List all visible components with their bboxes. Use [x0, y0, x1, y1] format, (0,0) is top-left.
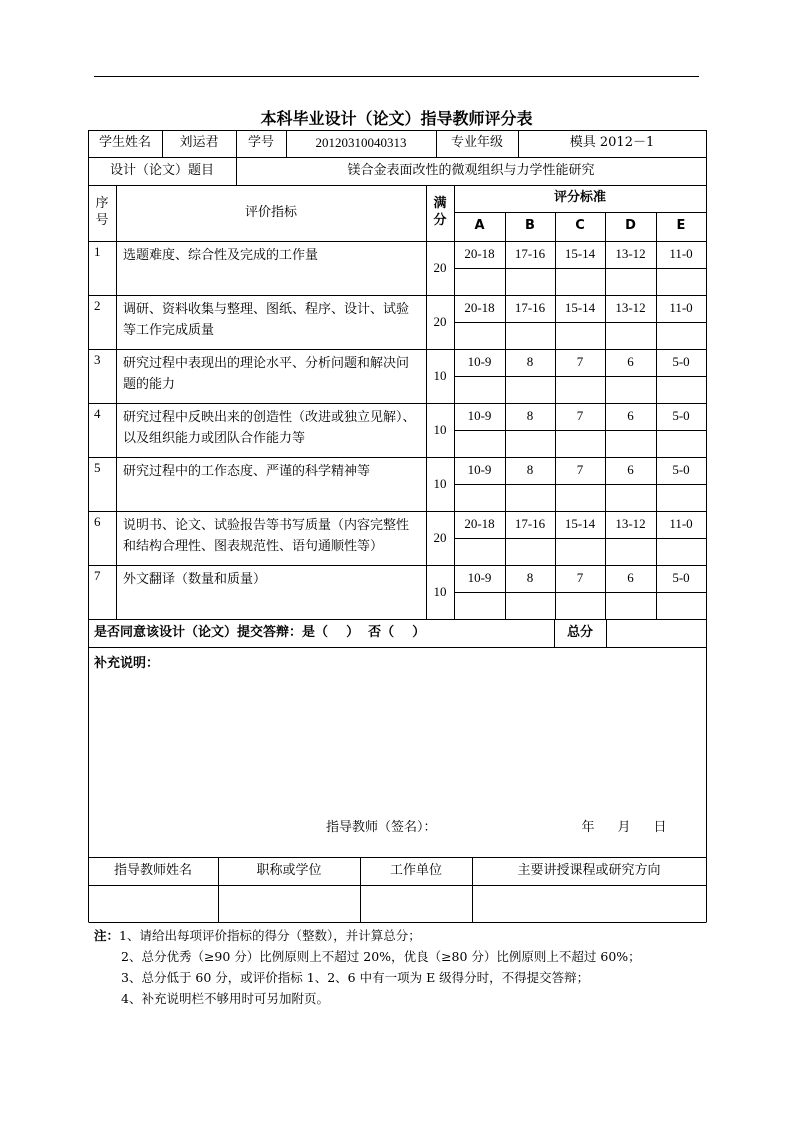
score-input[interactable]	[505, 430, 555, 457]
max-score: 10	[433, 367, 447, 383]
score-input[interactable]	[505, 322, 555, 349]
max-score: 10	[433, 421, 447, 437]
score-input[interactable]	[555, 538, 605, 565]
score-input[interactable]	[505, 268, 555, 295]
score-range: 11-0	[669, 299, 693, 315]
score-input[interactable]	[454, 592, 505, 619]
score-range: 5-0	[672, 353, 690, 369]
score-input[interactable]	[656, 430, 706, 457]
score-input[interactable]	[656, 538, 706, 565]
score-input[interactable]	[605, 484, 656, 511]
max-score: 10	[433, 583, 447, 599]
score-input[interactable]	[555, 430, 605, 457]
score-range: 10-9	[467, 461, 492, 477]
score-range: 20-18	[464, 515, 495, 531]
score-input[interactable]	[555, 376, 605, 403]
indicator-text: 研究过程中表现出的理论水平、分析问题和解决问题的能力	[123, 356, 410, 392]
note-4: 4、补充说明栏不够用时可另加附页。	[121, 991, 329, 1006]
score-range: 6	[627, 461, 634, 477]
score-input[interactable]	[605, 268, 656, 295]
note-3: 3、总分低于 60 分，或评价指标 1、2、6 中有一项为 E 级得分时，不得提交答辩；	[121, 970, 590, 985]
student-id-label: 学号	[247, 135, 274, 151]
indicator-text: 外文翻译（数量和质量）	[123, 572, 267, 587]
score-input[interactable]	[555, 484, 605, 511]
header-seq-text: 序号	[95, 196, 109, 228]
teacher-name-input[interactable]	[88, 885, 218, 922]
score-range: 17-16	[514, 515, 546, 531]
indicator-text: 选题难度、综合性及完成的工作量	[123, 248, 319, 263]
grade-header-b: B	[525, 218, 535, 234]
score-range: 7	[576, 569, 584, 585]
score-input[interactable]	[454, 322, 505, 349]
row-number: 4	[94, 406, 101, 421]
notes	[94, 925, 714, 1009]
score-range: 13-12	[615, 245, 646, 261]
major-value[interactable]: 模具 2012－1	[569, 135, 655, 151]
score-input[interactable]	[454, 376, 505, 403]
max-score: 20	[433, 529, 447, 545]
score-range: 6	[627, 407, 634, 423]
teacher-field-input[interactable]	[472, 885, 706, 922]
score-input[interactable]	[656, 268, 706, 295]
row-number: 5	[94, 460, 101, 475]
score-range: 15-14	[564, 299, 596, 315]
score-range: 7	[576, 353, 584, 369]
score-input[interactable]	[505, 376, 555, 403]
defense-question: 是否同意该设计（论文）提交答辩：是（ ） 否（ ）	[94, 624, 426, 640]
score-range: 11-0	[669, 245, 693, 261]
note-2: 2、总分优秀（≥90 分）比例原则上不超过 20%，优良（≥80 分）比例原则上不超过 60%；	[121, 949, 641, 964]
score-range: 15-14	[564, 515, 596, 531]
score-range: 5-0	[672, 461, 690, 477]
score-input[interactable]	[454, 484, 505, 511]
score-range: 10-9	[467, 407, 492, 423]
signature-field[interactable]	[456, 818, 566, 838]
score-input[interactable]	[555, 322, 605, 349]
score-range: 10-9	[467, 569, 492, 585]
grade-header-a: A	[474, 218, 485, 234]
score-range: 6	[627, 569, 634, 585]
student-name-label: 学生姓名	[98, 135, 151, 151]
score-input[interactable]	[454, 430, 505, 457]
score-input[interactable]	[605, 376, 656, 403]
student-name-value[interactable]: 刘运君	[179, 135, 219, 151]
max-score: 10	[433, 475, 447, 491]
score-range: 20-18	[464, 299, 495, 315]
student-id-value[interactable]: 20120310040313	[315, 135, 407, 151]
row-number: 1	[94, 244, 101, 259]
score-range: 13-12	[615, 299, 646, 315]
thesis-title-value[interactable]: 镁合金表面改性的微观组织与力学性能研究	[347, 162, 595, 178]
date-month-label: 月	[617, 819, 631, 835]
score-range: 7	[576, 461, 584, 477]
date-year-label: 年	[581, 819, 595, 835]
note-1-text: 1、请给出每项评价指标的得分（整数），并计算总分；	[119, 928, 421, 943]
score-range: 8	[526, 569, 534, 585]
score-input[interactable]	[656, 322, 706, 349]
row-number: 3	[94, 352, 101, 367]
score-range: 8	[526, 353, 534, 369]
score-range: 11-0	[669, 515, 693, 531]
score-input[interactable]	[605, 322, 656, 349]
score-range: 13-12	[615, 515, 646, 531]
remarks-label: 补充说明：	[94, 656, 160, 671]
score-range: 5-0	[672, 407, 690, 423]
teacher-unit-header: 工作单位	[389, 862, 442, 878]
score-input[interactable]	[555, 268, 605, 295]
row-number: 7	[94, 568, 101, 583]
row-number: 6	[94, 514, 101, 529]
header-seq	[88, 185, 116, 241]
grade-header-d: D	[625, 218, 636, 234]
grade-header-e: E	[676, 218, 686, 234]
date-day-label: 日	[653, 819, 667, 835]
score-range: 8	[526, 461, 534, 477]
score-input[interactable]	[505, 538, 555, 565]
score-range: 8	[526, 407, 534, 423]
score-input[interactable]	[656, 376, 706, 403]
teacher-name-header: 指导教师姓名	[113, 862, 192, 878]
score-input[interactable]	[605, 592, 656, 619]
header-indicator: 评价指标	[244, 204, 297, 220]
indicator-text: 调研、资料收集与整理、图纸、程序、设计、试验等工作完成质量	[123, 302, 410, 338]
score-range: 5-0	[672, 569, 690, 585]
score-range: 10-9	[467, 353, 492, 369]
thesis-title-label: 设计（论文）题目	[109, 162, 214, 178]
score-input[interactable]	[505, 484, 555, 511]
teacher-field-header: 主要讲授课程或研究方向	[517, 862, 661, 878]
score-input[interactable]	[605, 538, 656, 565]
note-1: 注：1、请给出每项评价指标的得分（整数），并计算总分；	[94, 928, 421, 943]
score-range: 20-18	[464, 245, 495, 261]
teacher-unit-input[interactable]	[360, 885, 472, 922]
remarks-area[interactable]	[90, 680, 704, 810]
indicator-text: 研究过程中的工作态度、严谨的科学精神等	[123, 464, 371, 479]
header-standard: 评分标准	[553, 190, 606, 206]
indicator-text: 研究过程中反映出来的创造性（改进或独立见解）、以及组织能力或团队合作能力等	[123, 410, 416, 446]
max-score: 20	[433, 313, 447, 329]
header-rule	[94, 76, 699, 77]
signature-label: 指导教师（签名）：	[326, 819, 437, 835]
score-input[interactable]	[555, 592, 605, 619]
score-input[interactable]	[454, 268, 505, 295]
score-range: 6	[627, 353, 634, 369]
teacher-title-input[interactable]	[218, 885, 360, 922]
score-range: 17-16	[514, 245, 546, 261]
header-full-score	[426, 185, 454, 241]
score-input[interactable]	[656, 484, 706, 511]
total-label: 总分	[566, 624, 593, 640]
score-range: 17-16	[514, 299, 546, 315]
score-input[interactable]	[605, 430, 656, 457]
major-label: 专业年级	[450, 135, 503, 151]
header-full-score-text: 满分	[433, 196, 447, 228]
score-input[interactable]	[454, 538, 505, 565]
total-score-input[interactable]	[606, 619, 706, 647]
max-score: 20	[433, 259, 447, 275]
score-input[interactable]	[656, 592, 706, 619]
grade-header-c: C	[575, 218, 585, 234]
row-number: 2	[94, 298, 101, 313]
page-title: 本科毕业设计（论文）指导教师评分表	[260, 109, 533, 128]
indicator-text: 说明书、论文、试验报告等书写质量（内容完整性和结构合理性、图表规范性、语句通顺性等）	[123, 518, 410, 554]
teacher-title-header: 职称或学位	[256, 862, 322, 878]
score-range: 7	[576, 407, 584, 423]
score-range: 15-14	[564, 245, 596, 261]
score-input[interactable]	[505, 592, 555, 619]
